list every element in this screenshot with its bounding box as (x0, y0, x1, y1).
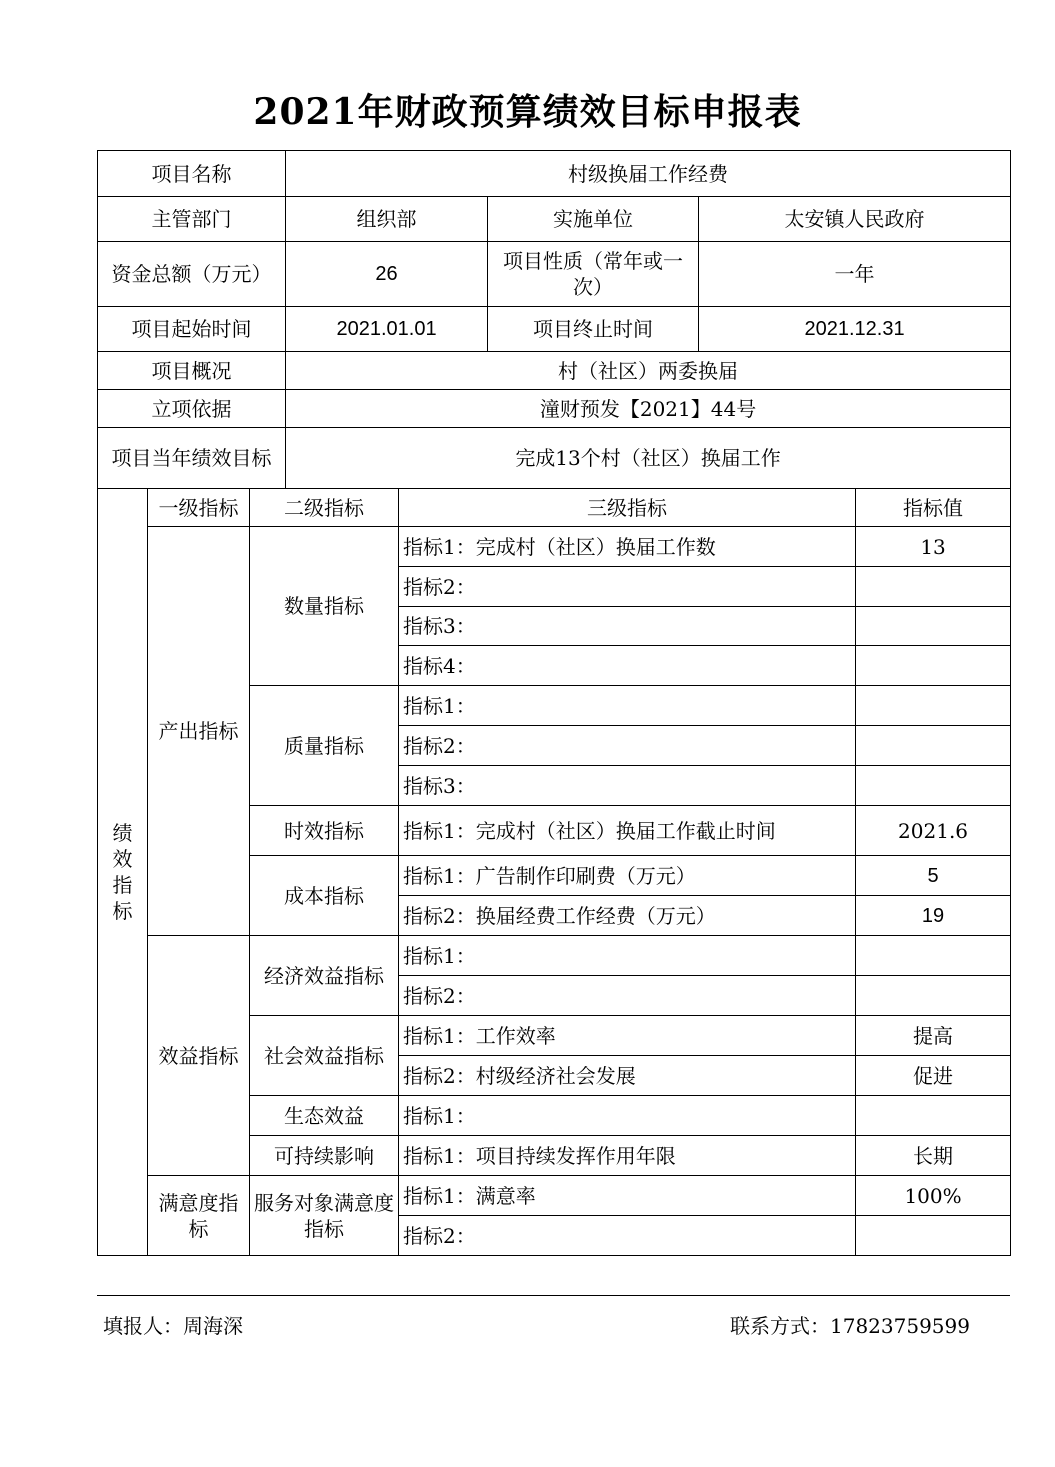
indicator-label: 指标3： (399, 607, 856, 646)
nature-label: 项目性质（常年或一次） (488, 242, 699, 307)
dept-label: 主管部门 (98, 197, 286, 242)
indicator-value: 19 (856, 896, 1011, 936)
level2-ecological: 生态效益 (250, 1096, 399, 1136)
level2-economic: 经济效益指标 (250, 936, 399, 1016)
indicator-value: 2021.6 (856, 806, 1011, 856)
declaration-table (97, 150, 1011, 1256)
start-label: 项目起始时间 (98, 307, 286, 352)
col-level1-header: 一级指标 (148, 489, 250, 527)
indicator-label: 指标1：项目持续发挥作用年限 (399, 1136, 856, 1176)
dept-value: 组织部 (286, 197, 488, 242)
project-name-label: 项目名称 (98, 151, 286, 197)
indicator-label: 指标2： (399, 567, 856, 607)
indicator-label: 指标1： (399, 686, 856, 726)
indicator-value (856, 646, 1011, 686)
fund-value: 26 (286, 242, 488, 307)
indicator-label: 指标2： (399, 1216, 856, 1256)
impl-label: 实施单位 (488, 197, 699, 242)
indicator-value: 5 (856, 856, 1011, 896)
indicator-label: 指标2： (399, 726, 856, 766)
level2-social: 社会效益指标 (250, 1016, 399, 1096)
indicator-label: 指标4： (399, 646, 856, 686)
start-value: 2021.01.01 (286, 307, 488, 352)
project-name-value: 村级换届工作经费 (286, 151, 1011, 197)
level1-satisfaction: 满意度指标 (148, 1176, 250, 1256)
indicator-value (856, 607, 1011, 646)
indicator-label: 指标1： (399, 936, 856, 976)
goal-value: 完成13个村（社区）换届工作 (286, 428, 1011, 489)
col-level2-header: 二级指标 (250, 489, 399, 527)
indicator-value (856, 686, 1011, 726)
indicator-label: 指标3： (399, 766, 856, 806)
level1-output: 产出指标 (148, 527, 250, 936)
level2-sustainable: 可持续影响 (250, 1136, 399, 1176)
col-level3-header: 三级指标 (399, 489, 856, 527)
indicator-value: 促进 (856, 1056, 1011, 1096)
indicator-label: 指标2：村级经济社会发展 (399, 1056, 856, 1096)
indicator-value (856, 726, 1011, 766)
page-title: 2021年财政预算绩效目标申报表 (253, 91, 802, 133)
indicator-label: 指标1：工作效率 (399, 1016, 856, 1056)
filler-info: 填报人：周海深 (103, 1314, 243, 1338)
indicator-value (856, 567, 1011, 607)
basis-label: 立项依据 (98, 390, 286, 428)
indicator-label: 指标1：完成村（社区）换届工作截止时间 (399, 806, 856, 856)
contact-info: 联系方式：17823759599 (730, 1314, 970, 1338)
level2-cost: 成本指标 (250, 856, 399, 936)
basis-value: 潼财预发【2021】44号 (286, 390, 1011, 428)
side-label-performance: 绩效指标 (98, 489, 148, 1256)
goal-label: 项目当年绩效目标 (98, 428, 286, 489)
indicator-value: 长期 (856, 1136, 1011, 1176)
indicator-label: 指标2：换届经费工作经费（万元） (399, 896, 856, 936)
level2-timeliness: 时效指标 (250, 806, 399, 856)
indicator-label: 指标1：广告制作印刷费（万元） (399, 856, 856, 896)
indicator-value (856, 976, 1011, 1016)
indicator-value (856, 1096, 1011, 1136)
level2-quality: 质量指标 (250, 686, 399, 806)
indicator-label: 指标1： (399, 1096, 856, 1136)
indicator-label: 指标1：完成村（社区）换届工作数 (399, 527, 856, 567)
end-label: 项目终止时间 (488, 307, 699, 352)
indicator-value (856, 936, 1011, 976)
nature-value: 一年 (699, 242, 1011, 307)
indicator-label: 指标2： (399, 976, 856, 1016)
indicator-value (856, 766, 1011, 806)
col-value-header: 指标值 (856, 489, 1011, 527)
indicator-value: 提高 (856, 1016, 1011, 1056)
impl-value: 太安镇人民政府 (699, 197, 1011, 242)
level2-service-satisfaction: 服务对象满意度指标 (250, 1176, 399, 1256)
level2-quantity: 数量指标 (250, 527, 399, 686)
overview-value: 村（社区）两委换届 (286, 352, 1011, 390)
indicator-value (856, 1216, 1011, 1256)
indicator-label: 指标1：满意率 (399, 1176, 856, 1216)
end-value: 2021.12.31 (699, 307, 1011, 352)
footer-divider (97, 1295, 1010, 1296)
indicator-value: 13 (856, 527, 1011, 567)
indicator-value: 100% (856, 1176, 1011, 1216)
overview-label: 项目概况 (98, 352, 286, 390)
fund-label: 资金总额（万元） (98, 242, 286, 307)
level1-benefit: 效益指标 (148, 936, 250, 1176)
